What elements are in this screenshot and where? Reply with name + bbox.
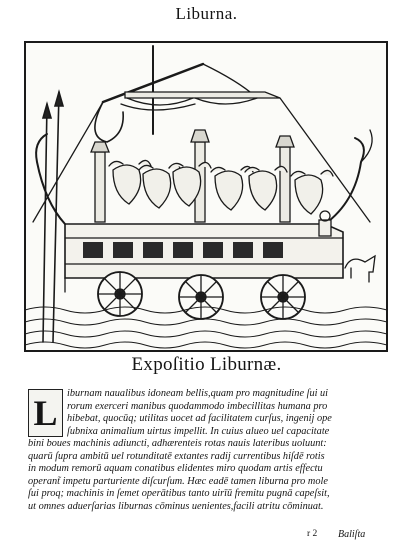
dog-figure bbox=[345, 256, 375, 282]
body-line: operant̃ impetu parturiente diſcurſum. Hæc eadē tamen liburna pro mole bbox=[28, 475, 328, 487]
body-line: in modum remorū aquam conatibus elidentes miro quodam artis effectu bbox=[28, 463, 323, 475]
catchword: Baliſta bbox=[338, 529, 366, 540]
body-line: quarū ſupra ambitū uel rotunditatē extantes radij currentibus hiſdē rotis bbox=[28, 450, 325, 462]
body-line: rorum exerceri manibus quodammodo imbecillitas humana pro bbox=[67, 400, 328, 412]
liburna-woodcut-illustration bbox=[24, 41, 388, 352]
section-heading: Expoſitio Liburnæ. bbox=[131, 354, 282, 375]
body-text bbox=[28, 388, 388, 513]
oxen-team bbox=[109, 160, 333, 214]
page-signature: r 2 bbox=[307, 529, 318, 539]
decorated-initial: L bbox=[28, 389, 63, 437]
running-title: Liburna. bbox=[175, 4, 238, 23]
steersman-figure bbox=[319, 211, 331, 236]
body-line: iburnam naualibus idoneam bellis,quam pro magnitudine ſui ui bbox=[67, 388, 329, 399]
body-line: ſui proq; machinis in ſemet operātibus tanto uirīū fremitu pugnā capeſsit, bbox=[28, 488, 330, 500]
body-line: bini boues machinis adiuncti, adhærenteis rotas nauis lateribus uoluunt: bbox=[28, 438, 327, 450]
body-line: hibebat, quocūq; utilitas uocet ad facilitatem curſus, ingenij ope bbox=[67, 413, 332, 425]
paddle-wheels bbox=[98, 272, 305, 319]
body-line: ut omnes aduerſarias liburnas cōminus uenientes,facili atritu cōminuat. bbox=[28, 500, 324, 512]
body-line: ſubnixa animalium uirtus impellit. In cuius alueo uel capacitate bbox=[67, 425, 330, 437]
